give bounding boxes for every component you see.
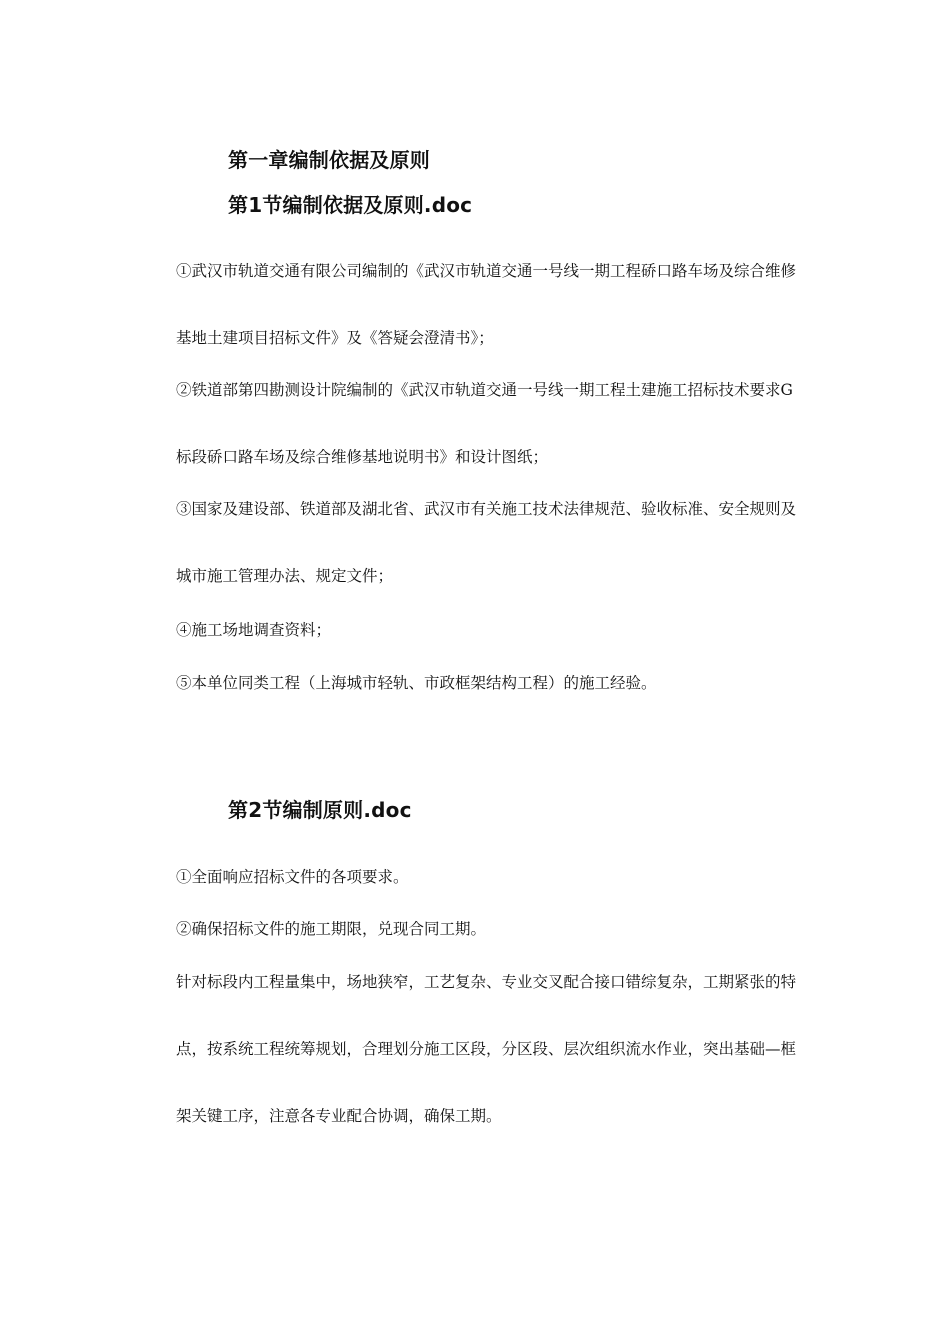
section-1-line-8: ⑤本单位同类工程（上海城市轻轨、市政框架结构工程）的施工经验。 xyxy=(176,674,657,692)
section-2-line-2: ②确保招标文件的施工期限，兑现合同工期。 xyxy=(176,920,487,938)
section-2-title: 第2节编制原则.doc xyxy=(228,798,412,822)
section-1-line-7: ④施工场地调查资料； xyxy=(176,621,332,639)
section-2-line-5: 架关键工序，注意各专业配合协调，确保工期。 xyxy=(176,1107,502,1125)
section-1-line-1: ①武汉市轨道交通有限公司编制的《武汉市轨道交通一号线一期工程硚口路车场及综合维修 xyxy=(176,262,797,280)
section-1-title: 第1节编制依据及原则.doc xyxy=(228,193,473,217)
section-1-line-5: ③国家及建设部、铁道部及湖北省、武汉市有关施工技术法律规范、验收标准、安全规则及 xyxy=(176,500,797,518)
section-1-line-2: 基地土建项目招标文件》及《答疑会澄清书》； xyxy=(176,329,494,347)
section-1-line-6: 城市施工管理办法、规定文件； xyxy=(176,567,394,585)
chapter-title: 第一章编制依据及原则 xyxy=(228,148,430,172)
section-1-line-3: ②铁道部第四勘测设计院编制的《武汉市轨道交通一号线一期工程土建施工招标技术要求G xyxy=(176,381,793,399)
section-1-line-4: 标段硚口路车场及综合维修基地说明书》和设计图纸； xyxy=(176,448,549,466)
section-2-line-3: 针对标段内工程量集中，场地狭窄，工艺复杂、专业交叉配合接口错综复杂，工期紧张的特 xyxy=(176,973,797,991)
section-2-line-4: 点，按系统工程统筹规划，合理划分施工区段，分区段、层次组织流水作业，突出基础—框 xyxy=(176,1040,797,1058)
section-2-line-1: ①全面响应招标文件的各项要求。 xyxy=(176,868,409,886)
